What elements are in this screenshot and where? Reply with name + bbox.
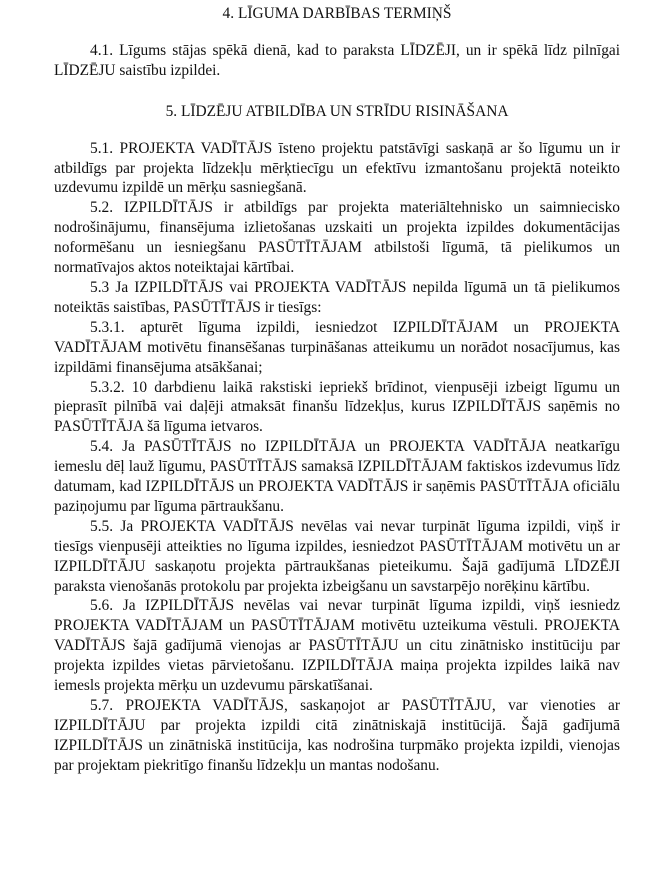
section-5-heading: 5. LĪDZĒJU ATBILDĪBA UN STRĪDU RISINĀŠANA <box>165 102 509 120</box>
clause-5-3: 5.3 Ja IZPILDĪTĀJS vai PROJEKTA VADĪTĀJS nepilda līgumā un tā pielikumos noteiktās saistības, PASŪTĪTĀJS ir tiesīgs: <box>54 278 620 316</box>
clause-4-1: 4.1. Līgums stājas spēkā dienā, kad to paraksta LĪDZĒJI, un ir spēkā līdz pilnīgai LĪDZĒJU saistību izpildei. <box>54 41 620 79</box>
section-4-heading: 4. LĪGUMA DARBĪBAS TERMIŅŠ <box>222 5 452 22</box>
clause-5-2: 5.2. IZPILDĪTĀJS ir atbildīgs par projekta materiāltehnisko un saimniecisko nodrošinājumu, finansējuma izlietošanas uzskaiti un projekta izpildes dokumentācijas noformēšanu un iesniegšanu PASŪTĪTĀJAM atbilstoši līgumā, tā pielikumos un normatīvajos aktos noteiktajai kārtībai. <box>54 199 620 277</box>
clause-5-5: 5.5. Ja PROJEKTA VADĪTĀJS nevēlas vai nevar turpināt līguma izpildi, viņš ir tiesīgs vienpusēji atteikties no līguma izpildes, iesniedzot PASŪTĪTĀJAM motivētu un ar IZPILDĪTĀJU saskaņotu projekta pārtraukšanas pieteikumu. Šajā gadījumā LĪDZĒJI paraksta vienošanās protokolu par projekta izbeigšanu un savstarpējo norēķinu kārtību. <box>54 517 620 595</box>
clause-5-3-2: 5.3.2. 10 darbdienu laikā rakstiski iepriekš brīdinot, vienpusēji izbeigt līgumu un pieprasīt pilnībā vai daļēji atmaksāt finanšu līdzekļus, kurus IZPILDĪTĀJS saņēmis no PASŪTĪTĀJA šā līguma ietvaros. <box>54 378 620 436</box>
document-page <box>54 4 620 776</box>
clause-5-7: 5.7. PROJEKTA VADĪTĀJS, saskaņojot ar PASŪTĪTĀJU, var vienoties ar IZPILDĪTĀJU par projekta izpildi citā zinātniskajā institūcijā. Šajā gadījumā IZPILDĪTĀJS un zinātniskā institūcija, kas nodrošina turpmāko projekta izpildi, vienojas par projektam piekritīgo finanšu līdzekļu un mantas nodošanu. <box>54 697 620 774</box>
clause-5-6: 5.6. Ja IZPILDĪTĀJS nevēlas vai nevar turpināt līguma izpildi, viņš iesniedz PROJEKTA VADĪTĀJAM un PASŪTĪTĀJAM motivētu uzteikuma vēstuli. PROJEKTA VADĪTĀJS šajā gadījumā vienojas ar PASŪTĪTĀJU un citu zinātnisko institūciju par projekta izpildes vietas pārvietošanu. IZPILDĪTĀJA maiņa projekta izpildes laikā nav iemesls projekta mērķu un uzdevumu pārskatīšanai. <box>54 597 620 695</box>
clause-5-4: 5.4. Ja PASŪTĪTĀJS no IZPILDĪTĀJA un PROJEKTA VADĪTĀJA neatkarīgu iemeslu dēļ lauž līgumu, PASŪTĪTĀJS samaksā IZPILDĪTĀJAM faktiskos izdevumus līdz datumam, kad IZPILDĪTĀJS un PROJEKTA VADĪTĀJS ir saņēmis PASŪTĪTĀJA oficiālu paziņojumu par līguma pārtraukšanu. <box>54 438 620 515</box>
clause-5-1: 5.1. PROJEKTA VADĪTĀJS īsteno projektu patstāvīgi saskaņā ar šo līgumu un ir atbildīgs par projekta līdzekļu mērķtiecīgu un efektīvu izmantošanu projektā noteikto uzdevumu izpildē un mērķu sasniegšanā. <box>54 139 620 197</box>
clause-5-3-1: 5.3.1. apturēt līguma izpildi, iesniedzot IZPILDĪTĀJAM un PROJEKTA VADĪTĀJAM motivētu finansēšanas turpināšanas atteikumu un norādot nosacījumus, kas izpildāmi finansējuma atsākšanai; <box>54 318 620 376</box>
